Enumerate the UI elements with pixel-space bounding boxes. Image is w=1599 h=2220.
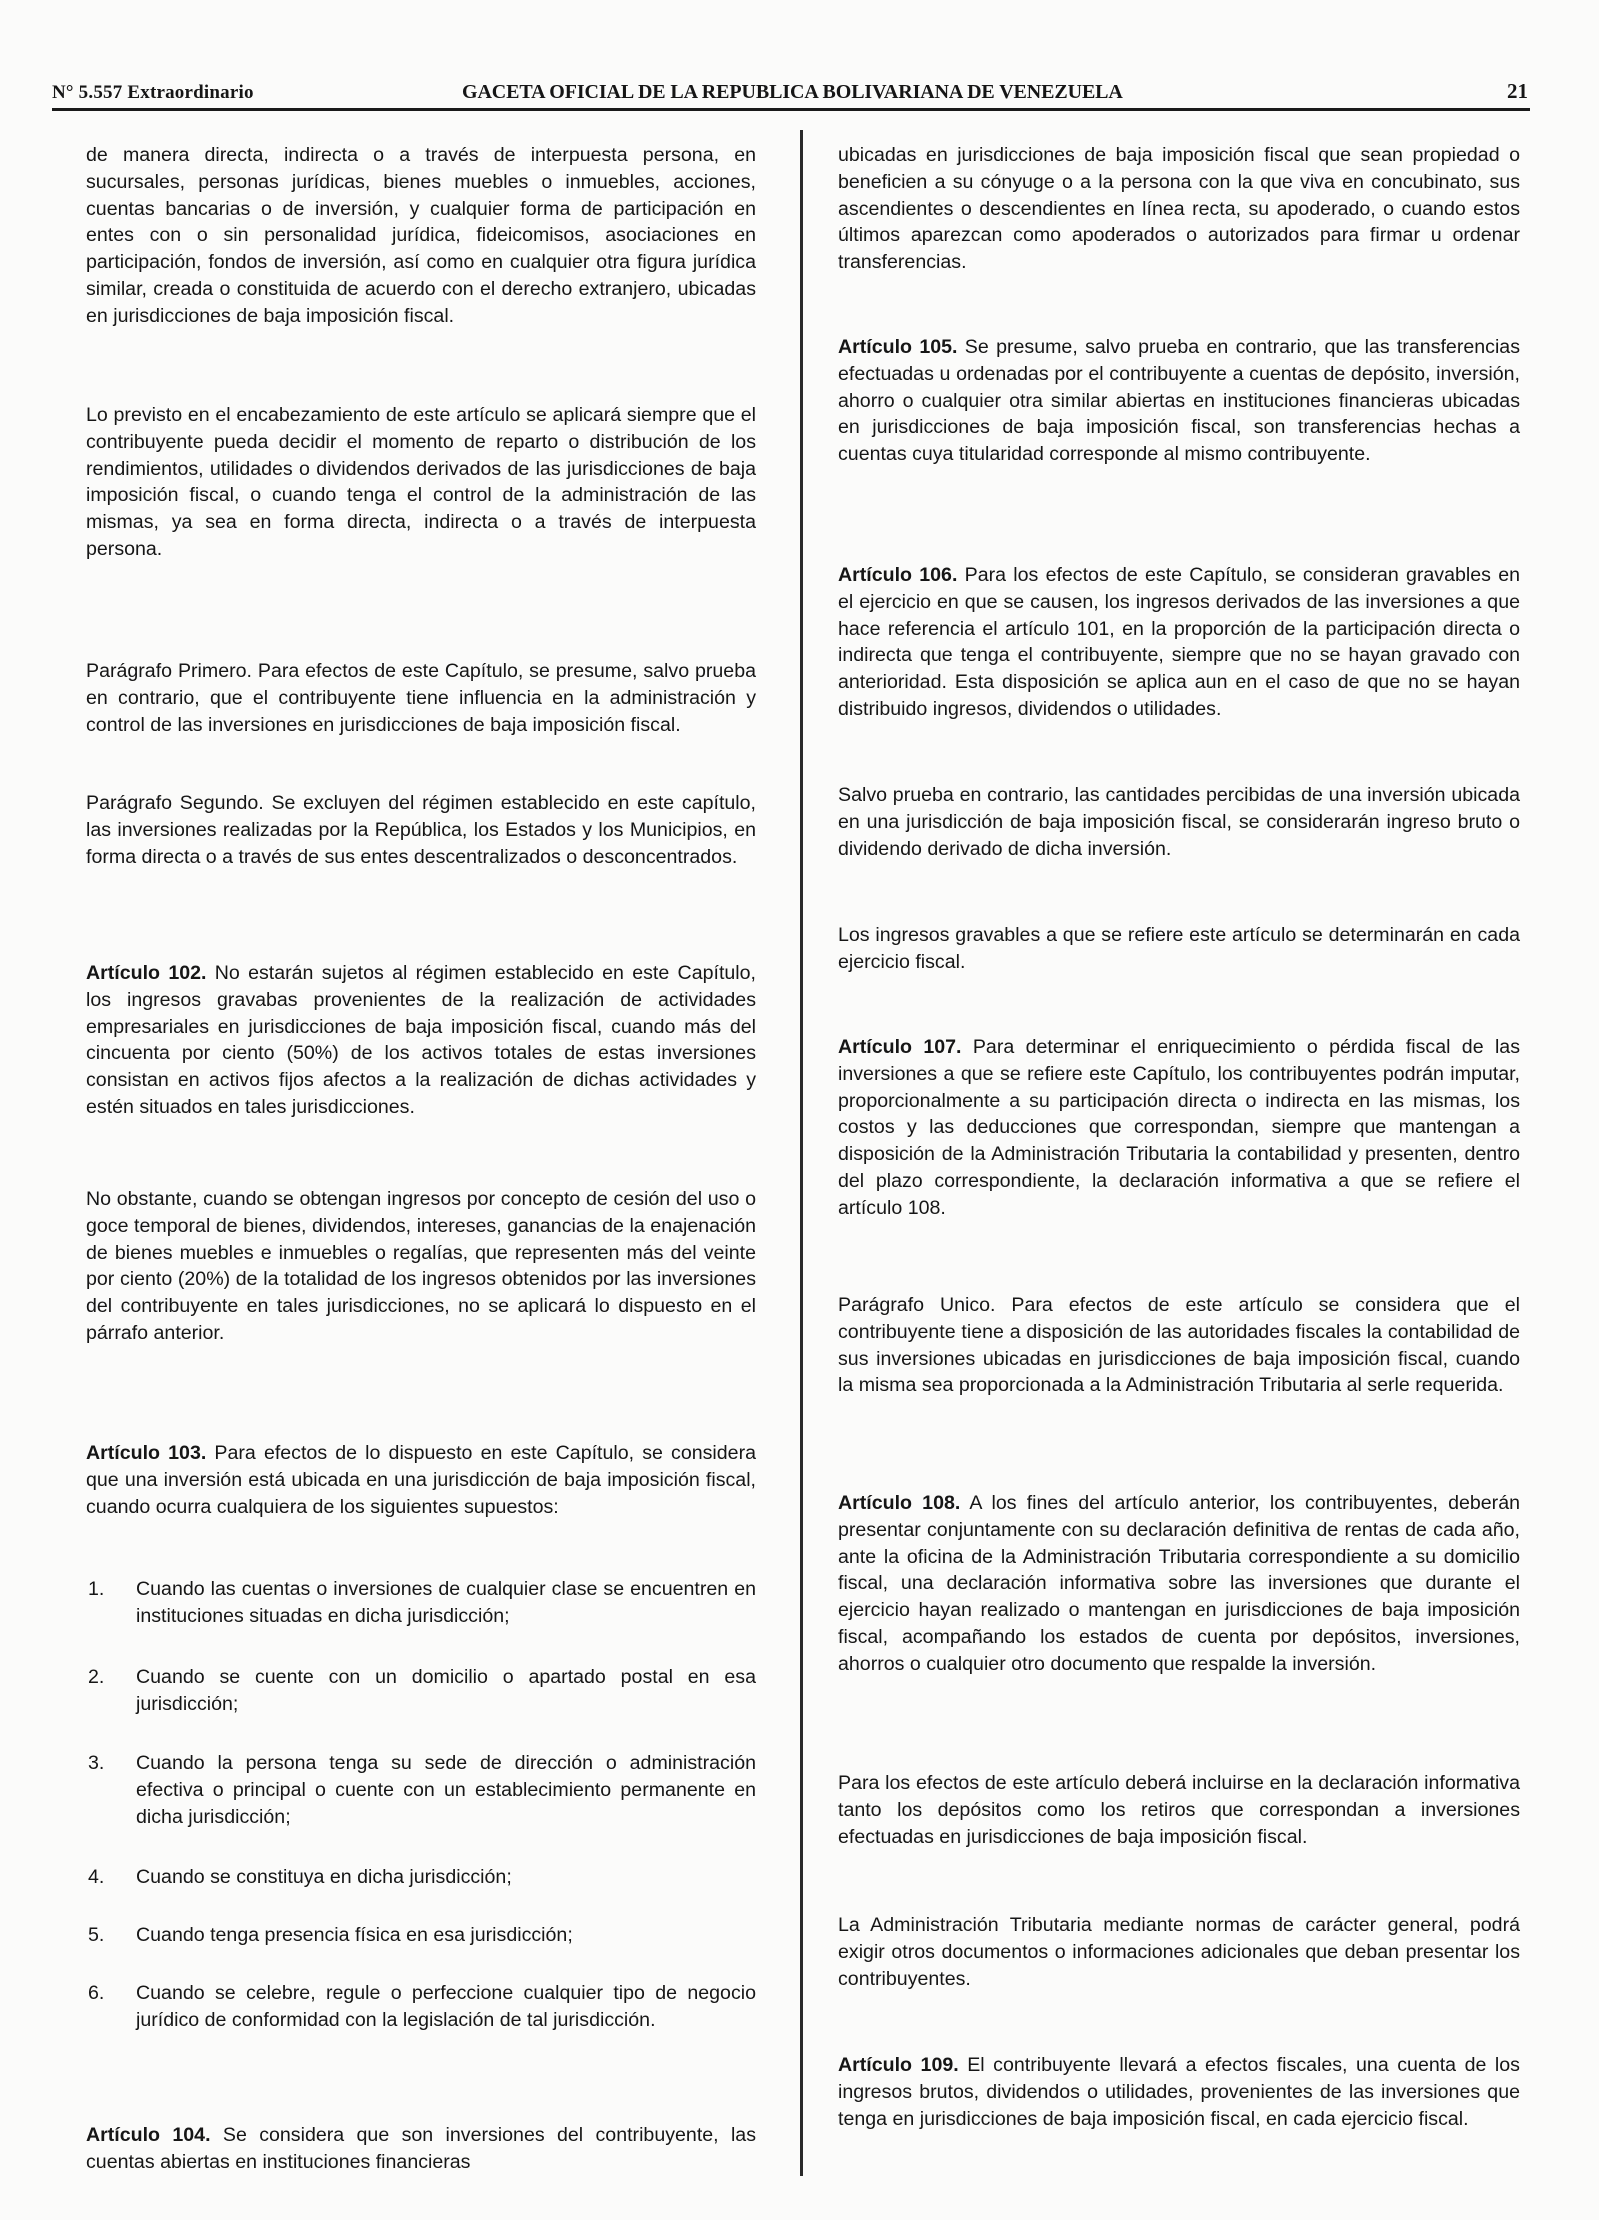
article-text: Para determinar el enriquecimiento o pérdida fiscal de las inversiones a que se refiere este Capítulo, los contribuyentes podrán imputar, proporcionalmente a su participación directa o indirecta en las mismas, los costos y las deducciones que correspondan, siempre que mantengan a disposición de la Administración Tributaria la contabilidad y presenten, dentro del plazo correspondiente, la declaración informativa a que se refiere el artículo 108. (838, 1036, 1520, 1219)
article-text: Se considera que son inversiones del contribuyente, las cuentas abiertas en instituciones financieras (86, 2124, 757, 2173)
articulo-107 (838, 1034, 1520, 1222)
article-label: Artículo 106. (838, 564, 958, 586)
article-label: Artículo 104. (86, 2124, 211, 2146)
list-item-number: 1. (88, 1578, 105, 1600)
articulo-109 (838, 2052, 1520, 2132)
list-item (86, 1980, 756, 2034)
articulo-102 (86, 960, 756, 1121)
list-item (86, 1664, 756, 1718)
article-label: Artículo 102. (86, 962, 207, 984)
paragrafo-primero: Parágrafo Primero. Para efectos de este Capítulo, se presume, salvo prueba en contrario, que el contribuyente tiene influencia en la administración y control de las inversiones en jurisdicciones de baja imposición fiscal. (86, 660, 756, 736)
articulo-105 (838, 334, 1520, 468)
list-item (86, 1576, 756, 1630)
articulo-106 (838, 562, 1520, 723)
list-item (86, 1922, 756, 1949)
article-label: Artículo 109. (838, 2054, 959, 2076)
article-text: Para efectos de lo dispuesto en este Capítulo, se considera que una inversión está ubicada en una jurisdicción de baja imposición fiscal, cuando ocurra cualquiera de los siguientes supuestos: (86, 1442, 756, 1518)
gazette-title: GACETA OFICIAL DE LA REPUBLICA BOLIVARIANA DE VENEZUELA (462, 81, 1123, 103)
list-item-number: 5. (88, 1924, 105, 1946)
list-item-text: Cuando se celebre, regule o perfeccione cualquier tipo de negocio jurídico de conformidad con la legislación de tal jurisdicción. (136, 1982, 756, 2031)
paragraph-salvo-prueba: Salvo prueba en contrario, las cantidades percibidas de una inversión ubicada en una jurisdicción de baja imposición fiscal, se considerarán ingreso bruto o dividendo derivado de dicha inversión. (838, 784, 1520, 860)
paragraph-encabezamiento: Lo previsto en el encabezamiento de este artículo se aplicará siempre que el contribuyente pueda decidir el momento de reparto o distribución de los rendimientos, utilidades o dividendos derivados de las jurisdicciones de baja imposición fiscal, o cuando tenga el control de la administración de las mismas, ya sea en forma directa, indirecta o a través de interpuesta persona. (86, 404, 756, 560)
paragraph-administracion-tributaria: La Administración Tributaria mediante normas de carácter general, podrá exigir otros documentos o informaciones adicionales que deban presentar los contribuyentes. (838, 1914, 1520, 1990)
list-item (86, 1750, 756, 1830)
articulo-103 (86, 1440, 756, 1520)
paragraph-para-los-efectos: Para los efectos de este artículo deberá incluirse en la declaración informativa tanto los depósitos como los retiros que correspondan a inversiones efectuadas en jurisdicciones de baja imposición fiscal. (838, 1772, 1520, 1848)
articulo-108 (838, 1490, 1520, 1678)
list-item-number: 6. (88, 1982, 105, 2004)
list-item (86, 1864, 756, 1891)
paragrafo-unico: Parágrafo Unico. Para efectos de este artículo se considera que el contribuyente tiene a disposición de las autoridades fiscales la contabilidad de sus inversiones ubicadas en jurisdicciones de baja imposición fiscal, cuando la misma sea proporcionada a la Administración Tributaria al serle requerida. (838, 1294, 1520, 1397)
page-number: 21 (1507, 79, 1528, 103)
paragraph-continuation: ubicadas en jurisdicciones de baja imposición fiscal que sean propiedad o beneficien a su cónyuge o a la persona con la que viva en concubinato, sus ascendientes o descendientes en línea recta, su apoderado, o cuando estos últimos aparezcan como apoderados o autorizados para firmar u ordenar transferencias. (838, 144, 1520, 274)
list-item-text: Cuando tenga presencia física en esa jurisdicción; (136, 1924, 573, 1946)
paragrafo-segundo: Parágrafo Segundo. Se excluyen del régimen establecido en este capítulo, las inversiones realizadas por la República, los Estados y los Municipios, en forma directa o a través de sus entes descentralizados o desconcentrados. (86, 792, 756, 868)
article-text: Se presume, salvo prueba en contrario, que las transferencias efectuadas u ordenadas por el contribuyente a cuentas de depósito, inversión, ahorro o cualquier otra similar abiertas en instituciones financieras ubicadas en jurisdicciones de baja imposición fiscal, son transferencias hechas a cuentas cuya titularidad corresponde al mismo contribuyente. (838, 336, 1520, 466)
article-text: No estarán sujetos al régimen establecido en este Capítulo, los ingresos gravabas provenientes de la realización de actividades empresariales en jurisdicciones de baja imposición fiscal, cuando más del cincuenta por ciento (50%) de los activos totales de estas inversiones consistan en activos fijos afectos a la realización de dichas actividades y estén situados en tales jurisdicciones. (86, 962, 756, 1118)
article-text: El contribuyente llevará a efectos fiscales, una cuenta de los ingresos brutos, dividendos o utilidades, provenientes de las inversiones que tenga en jurisdicciones de baja imposición fiscal, en cada ejercicio fiscal. (838, 2054, 1520, 2130)
paragraph-ingresos-gravables: Los ingresos gravables a que se refiere este artículo se determinarán en cada ejercicio fiscal. (838, 924, 1520, 973)
article-text: A los fines del artículo anterior, los contribuyentes, deberán presentar conjuntamente con su declaración definitiva de rentas de cada año, ante la oficina de la Administración Tributaria correspondiente a su domicilio fiscal, una declaración informativa sobre las inversiones que durante el ejercicio hayan realizado o mantengan en jurisdicciones de baja imposición fiscal, acompañando los estados de cuenta por depósitos, inversiones, ahorros o cualquier otro documento que respalde la inversión. (838, 1492, 1520, 1675)
paragraph-no-obstante: No obstante, cuando se obtengan ingresos por concepto de cesión del uso o goce temporal de bienes, dividendos, intereses, ganancias de la enajenación de bienes muebles e inmuebles o regalías, que representen más del veinte por ciento (20%) de la totalidad de los ingresos obtenidos por las inversiones del contribuyente en tales jurisdicciones, no se aplicará lo dispuesto en el párrafo anterior. (86, 1188, 756, 1344)
list-item-text: Cuando la persona tenga su sede de dirección o administración efectiva o principal o cuente con un establecimiento permanente en dicha jurisdicción; (136, 1752, 756, 1828)
article-label: Artículo 105. (838, 336, 958, 358)
article-text: Para los efectos de este Capítulo, se consideran gravables en el ejercicio en que se causen, los ingresos derivados de las inversiones a que hace referencia el artículo 101, en la proporción de la participación directa o indirecta que tenga el contribuyente, siempre que no se hayan gravado con anterioridad. Esta disposición se aplica aun en el caso de que no se hayan distribuido ingresos, dividendos o utilidades. (838, 564, 1520, 720)
list-item-number: 3. (88, 1752, 105, 1774)
issue-number: N° 5.557 Extraordinario (52, 82, 254, 103)
article-label: Artículo 107. (838, 1036, 962, 1058)
article-label: Artículo 103. (86, 1442, 207, 1464)
article-label: Artículo 108. (838, 1492, 961, 1514)
articulo-104 (86, 2122, 756, 2176)
list-item-text: Cuando se cuente con un domicilio o apartado postal en esa jurisdicción; (136, 1666, 756, 1715)
list-item-text: Cuando se constituya en dicha jurisdicción; (136, 1866, 512, 1888)
list-item-number: 4. (88, 1866, 105, 1888)
paragraph-investments-definition: de manera directa, indirecta o a través de interpuesta persona, en sucursales, personas jurídicas, bienes muebles o inmuebles, acciones, cuentas bancarias o de inversión, y cualquier forma de participación en entes con o sin personalidad jurídica, fideicomisos, asociaciones en participación, fondos de inversión, así como en cualquier otra figura jurídica similar, creada o constituida de acuerdo con el derecho extranjero, ubicadas en jurisdicciones de baja imposición fiscal. (86, 144, 756, 327)
column-divider (800, 130, 803, 2176)
list-item-number: 2. (88, 1666, 105, 1688)
list-item-text: Cuando las cuentas o inversiones de cualquier clase se encuentren en instituciones situadas en dicha jurisdicción; (136, 1578, 756, 1627)
page-header (52, 74, 1530, 111)
